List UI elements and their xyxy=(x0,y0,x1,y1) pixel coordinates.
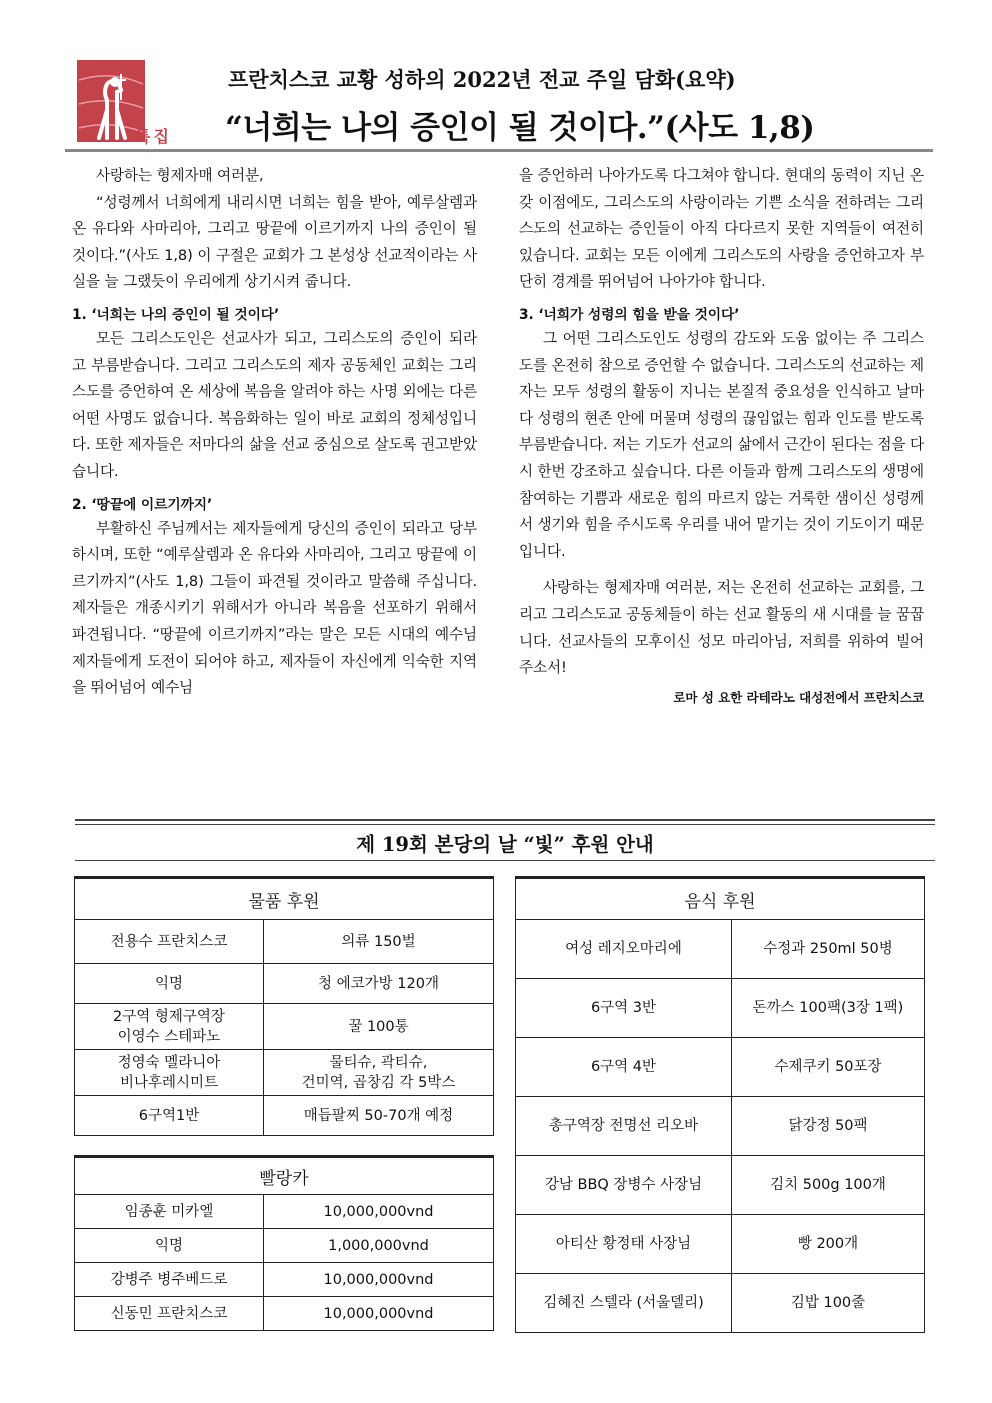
donor-cell: 익명 xyxy=(75,964,264,1004)
section-2-text: 부활하신 주님께서는 제자들에게 당신의 증인이 되라고 당부하시며, 또한 “예루살렘과 온 유다와 사마리아, 그리고 땅끝에 이르기까지”(사도 1,8) 그들이 파견될 것이라고 말씀해 주십니다. 제자들은 개종시키기 위해서가 아니라 복음을 선포하기 위해서 파견됩니다. “땅끝에 이르기까지”라는 말은 모든 시대의 예수님 제자들에게 도전이 되어야 하고, 제자들이 자신에게 익숙한 지역을 뛰어넘어 예수님 xyxy=(72,519,477,697)
table-row xyxy=(516,920,925,979)
donation-cell: 10,000,000vnd xyxy=(264,1297,494,1331)
section-3-heading: 3. ‘너희가 성령의 힘을 받을 것이다’ xyxy=(519,306,740,323)
donation-cell: 10,000,000vnd xyxy=(264,1195,494,1229)
donor-cell: 2구역 형제구역장 이영수 스테파노 xyxy=(75,1004,264,1050)
donor-cell: 총구역장 전명선 리오바 xyxy=(516,1097,732,1156)
sponsorship-title: 제 19회 본당의 날 “빛” 후원 안내 xyxy=(356,833,654,856)
section-2-heading: 2. ‘땅끝에 이르기까지’ xyxy=(72,496,213,513)
donation-cell: 수정과 250ml 50병 xyxy=(732,920,925,979)
table-row xyxy=(75,1297,494,1331)
donor-cell: 6구역 3반 xyxy=(516,979,732,1038)
donor-cell: 6구역1반 xyxy=(75,1096,264,1136)
table-row xyxy=(75,1229,494,1263)
palanca-table-body xyxy=(75,1195,494,1331)
special-feature-logo xyxy=(75,58,203,150)
goods-table-body xyxy=(75,920,494,1136)
donation-cell: 꿀 100통 xyxy=(264,1004,494,1050)
donor-cell: 전용수 프란치스코 xyxy=(75,920,264,964)
section-1-text: 모든 그리스도인은 선교사가 되고, 그리스도의 증인이 되라고 부름받습니다. 그리고 그리스도의 제자 공동체인 교회는 그리스도를 증언하여 온 세상에 복음을 알려야 하는 사명 외에는 다른 어떤 사명도 없습니다. 복음화하는 일이 바로 교회의 정체성입니다. 또한 제자들은 저마다의 삶을 선교 중심으로 살도록 권고받았습니다. xyxy=(72,329,477,480)
table-row xyxy=(75,1050,494,1096)
donation-cell: 매듭팔찌 50-70개 예정 xyxy=(264,1096,494,1136)
food-table-title: 음식 후원 xyxy=(516,878,925,920)
food-table-body xyxy=(516,920,925,1333)
palanca-table-title: 빨랑카 xyxy=(75,1157,494,1195)
section-2-continued: 을 증언하러 나아가도록 다그쳐야 합니다. 현대의 동력이 지닌 온갖 이점에도, 그리스도의 사랑이라는 기쁜 소식을 전하려는 그리스도의 선교하는 증인들이 아직 다다르지 못한 지역들이 여전히 있습니다. 교회는 모든 이에게 그리스도의 사랑을 증언하고자 부단히 경계를 뛰어넘어 나아가야 합니다. xyxy=(519,167,924,291)
signature: 로마 성 요한 라테라노 대성전에서 프란치스코 xyxy=(673,689,924,705)
donation-cell: 의류 150벌 xyxy=(264,920,494,964)
goods-table-title: 물품 후원 xyxy=(75,878,494,920)
intro-paragraph: “성령께서 너희에게 내리시면 너희는 힘을 받아, 예루살렘과 온 유다와 사마리아, 그리고 땅끝에 이르기까지 나의 증인이 될 것이다.”(사도 1,8) 이 구절은 교회가 그 본성상 선교적이라는 사실을 늘 그랬듯이 우리에게 상기시켜 줍니다. xyxy=(72,193,477,291)
table-row xyxy=(516,1215,925,1274)
greeting: 사랑하는 형제자매 여러분, xyxy=(96,167,264,184)
header xyxy=(75,58,935,150)
table-row xyxy=(516,1097,925,1156)
goods-sponsorship-table xyxy=(74,876,494,1136)
section-divider-top xyxy=(75,819,935,821)
donation-cell: 닭강정 50팩 xyxy=(732,1097,925,1156)
donor-cell: 임종훈 미카엘 xyxy=(75,1195,264,1229)
header-divider xyxy=(65,149,933,152)
table-row xyxy=(516,1038,925,1097)
donation-cell: 김치 500g 100개 xyxy=(732,1156,925,1215)
donor-cell: 아티산 황정태 사장님 xyxy=(516,1215,732,1274)
section-3-text: 그 어떤 그리스도인도 성령의 감도와 도움 없이는 주 그리스도를 온전히 참으로 증언할 수 없습니다. 그리스도의 선교하는 제자는 모두 성령의 활동이 지니는 본질적 중요성을 인식하고 날마다 성령의 현존 안에 머물며 성령의 끊임없는 힘과 인도를 받도록 부름받습니다. 저는 기도가 선교의 삶에서 근간이 된다는 점을 다시 한번 강조하고 싶습니다. 다른 이들과 함께 그리스도의 생명에 참여하는 기쁨과 새로운 힘의 마르지 않는 거룩한 샘이신 성령께서 생기와 힘을 주시도록 우리를 내어 맡기는 것이 기도이기 때문입니다. xyxy=(519,329,924,560)
article-column-left xyxy=(72,163,477,702)
donor-cell: 강병주 병주베드로 xyxy=(75,1263,264,1297)
donation-cell: 돈까스 100팩(3장 1팩) xyxy=(732,979,925,1038)
table-row xyxy=(75,1195,494,1229)
donation-cell: 김밥 100줄 xyxy=(732,1274,925,1333)
donor-cell: 김혜진 스텔라 (서울델리) xyxy=(516,1274,732,1333)
palanca-table xyxy=(74,1155,494,1331)
header-subtitle: 프란치스코 교황 성하의 2022년 전교 주일 담화(요약) xyxy=(228,67,736,92)
section-divider-bottom xyxy=(75,860,935,861)
article-column-right xyxy=(519,163,924,708)
donation-cell: 수제쿠키 50포장 xyxy=(732,1038,925,1097)
donor-cell: 정영숙 멜라니아 비나후레시미트 xyxy=(75,1050,264,1096)
donation-cell: 빵 200개 xyxy=(732,1215,925,1274)
donor-cell: 익명 xyxy=(75,1229,264,1263)
food-sponsorship-table xyxy=(515,876,925,1333)
donation-cell: 10,000,000vnd xyxy=(264,1263,494,1297)
donor-cell: 6구역 4반 xyxy=(516,1038,732,1097)
table-row xyxy=(516,1156,925,1215)
table-row xyxy=(516,1274,925,1333)
donor-cell: 여성 레지오마리에 xyxy=(516,920,732,979)
table-row xyxy=(75,1263,494,1297)
table-row xyxy=(75,964,494,1004)
special-feature-label: 특집 xyxy=(135,127,172,146)
table-row xyxy=(75,1096,494,1136)
table-row xyxy=(75,1004,494,1050)
header-title: “너희는 나의 증인이 될 것이다.”(사도 1,8) xyxy=(225,110,815,146)
donor-cell: 신동민 프란치스코 xyxy=(75,1297,264,1331)
donation-cell: 1,000,000vnd xyxy=(264,1229,494,1263)
section-1-heading: 1. ‘너희는 나의 증인이 될 것이다’ xyxy=(72,306,280,323)
table-row xyxy=(75,920,494,964)
closing-paragraph: 사랑하는 형제자매 여러분, 저는 온전히 선교하는 교회를, 그리고 그리스도교 공동체들이 하는 선교 활동의 새 시대를 늘 꿈꿉니다. 선교사들의 모후이신 성모 마리아님, 저희를 위하여 빌어 주소서! xyxy=(519,579,924,677)
donation-cell: 청 에코가방 120개 xyxy=(264,964,494,1004)
table-row xyxy=(516,979,925,1038)
donor-cell: 강남 BBQ 장병수 사장님 xyxy=(516,1156,732,1215)
donation-cell: 물티슈, 곽티슈, 건미역, 곱창김 각 5박스 xyxy=(264,1050,494,1096)
section-divider-top-thin xyxy=(75,824,935,825)
